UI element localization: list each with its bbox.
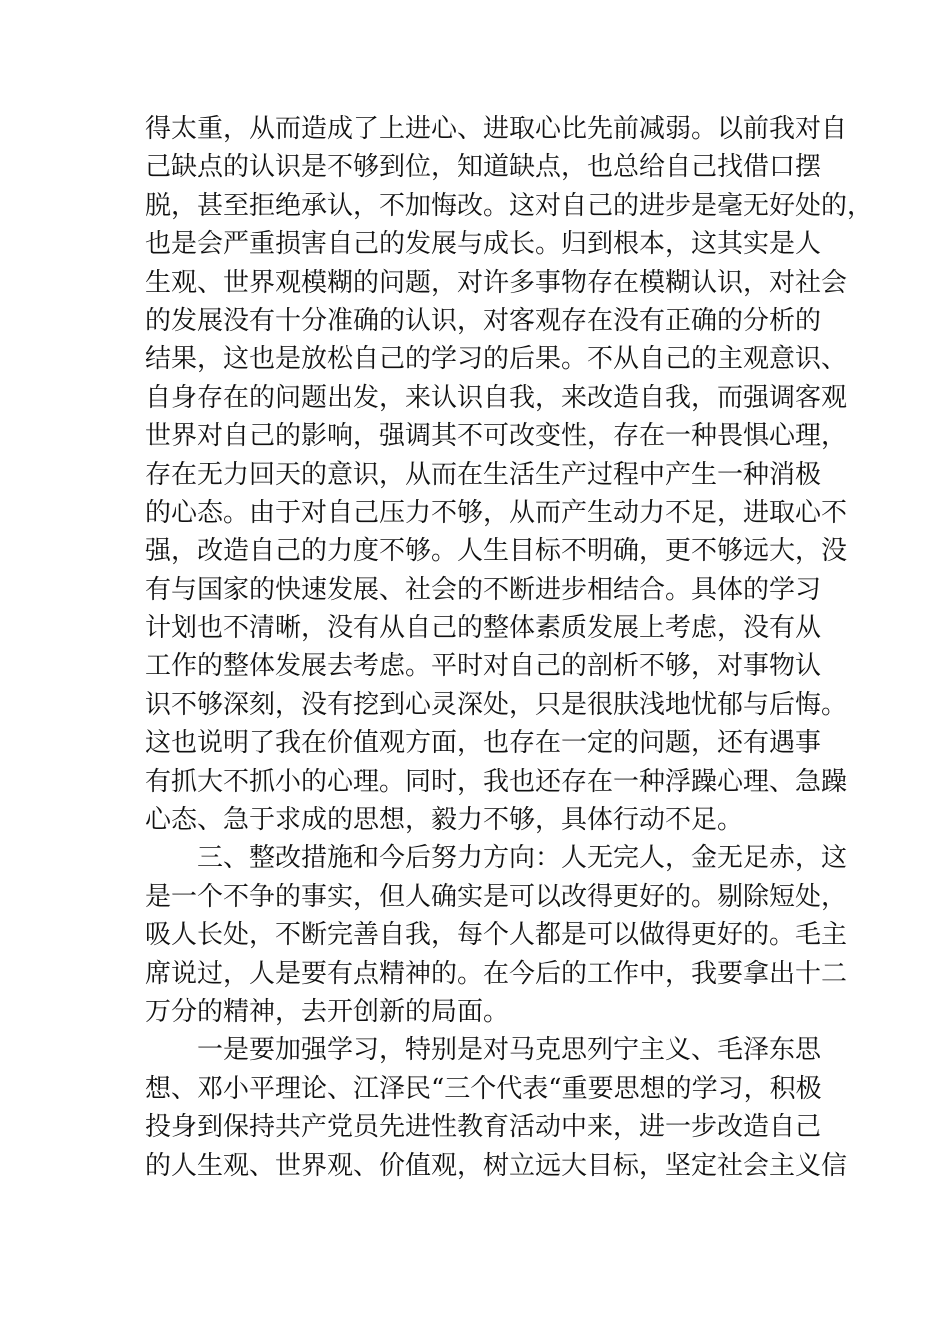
text-line: 脱，甚至拒绝承认，不加悔改。这对自己的进步是毫无好处的， (145, 190, 874, 221)
text-line: 有抓大不抓小的心理。同时，我也还存在一种浮躁心理、急躁 (145, 766, 848, 797)
text-line: 生观、世界观模糊的问题，对许多事物存在模糊认识，对社会 (145, 267, 848, 298)
text-line: 万分的精神，去开创新的局面。 (145, 996, 510, 1027)
text-line: 的心态。由于对自己压力不够，从而产生动力不足，进取心不 (145, 497, 848, 528)
text-line: 也是会严重损害自己的发展与成长。归到根本，这其实是人 (145, 229, 822, 260)
document-body (145, 110, 874, 1185)
text-line: 存在无力回天的意识，从而在生活生产过程中产生一种消极 (145, 459, 822, 490)
text-line: 计划也不清晰，没有从自己的整体素质发展上考虑，没有从 (145, 613, 822, 644)
text-line: 投身到保持共产党员先进性教育活动中来，进一步改造自己 (145, 1112, 822, 1143)
text-line: 想、邓小平理论、江泽民“三个代表“重要思想的学习，积极 (145, 1073, 822, 1104)
text-line: 得太重，从而造成了上进心、进取心比先前减弱。以前我对自 (145, 114, 848, 144)
text-line: 席说过，人是要有点精神的。在今后的工作中，我要拿出十二 (145, 958, 848, 989)
text-line: 这也说明了我在价值观方面，也存在一定的问题，还有遇事 (145, 728, 822, 759)
text-line: 世界对自己的影响，强调其不可改变性，存在一种畏惧心理， (145, 421, 848, 452)
text-line: 结果，这也是放松自己的学习的后果。不从自己的主观意识、 (145, 344, 848, 375)
text-line: 己缺点的认识是不够到位，知道缺点，也总给自己找借口摆 (145, 152, 822, 183)
paragraph-first-line: 一是要加强学习，特别是对马克思列宁主义、毛泽东思 (197, 1035, 822, 1066)
text-line: 强，改造自己的力度不够。人生目标不明确，更不够远大，没 (145, 536, 848, 567)
text-line: 工作的整体发展去考虑。平时对自己的剖析不够，对事物认 (145, 651, 822, 682)
text-line: 的发展没有十分准确的认识，对客观存在没有正确的分析的 (145, 305, 822, 336)
text-line: 的人生观、世界观、价值观，树立远大目标，坚定社会主义信 (145, 1150, 848, 1181)
text-line: 有与国家的快速发展、社会的不断进步相结合。具体的学习 (145, 574, 822, 605)
text-line: 心态、急于求成的思想，毅力不够，具体行动不足。 (145, 805, 744, 836)
text-line: 吸人长处，不断完善自我，每个人都是可以做得更好的。毛主 (145, 920, 848, 951)
text-line: 识不够深刻，没有挖到心灵深处，只是很肤浅地忧郁与后悔。 (145, 689, 848, 720)
text-line: 自身存在的问题出发，来认识自我，来改造自我，而强调客观 (145, 382, 848, 413)
paragraph-first-line: 三、整改措施和今后努力方向：人无完人，金无足赤，这 (197, 843, 848, 874)
text-line: 是一个不争的事实，但人确实是可以改得更好的。剔除短处， (145, 881, 848, 912)
